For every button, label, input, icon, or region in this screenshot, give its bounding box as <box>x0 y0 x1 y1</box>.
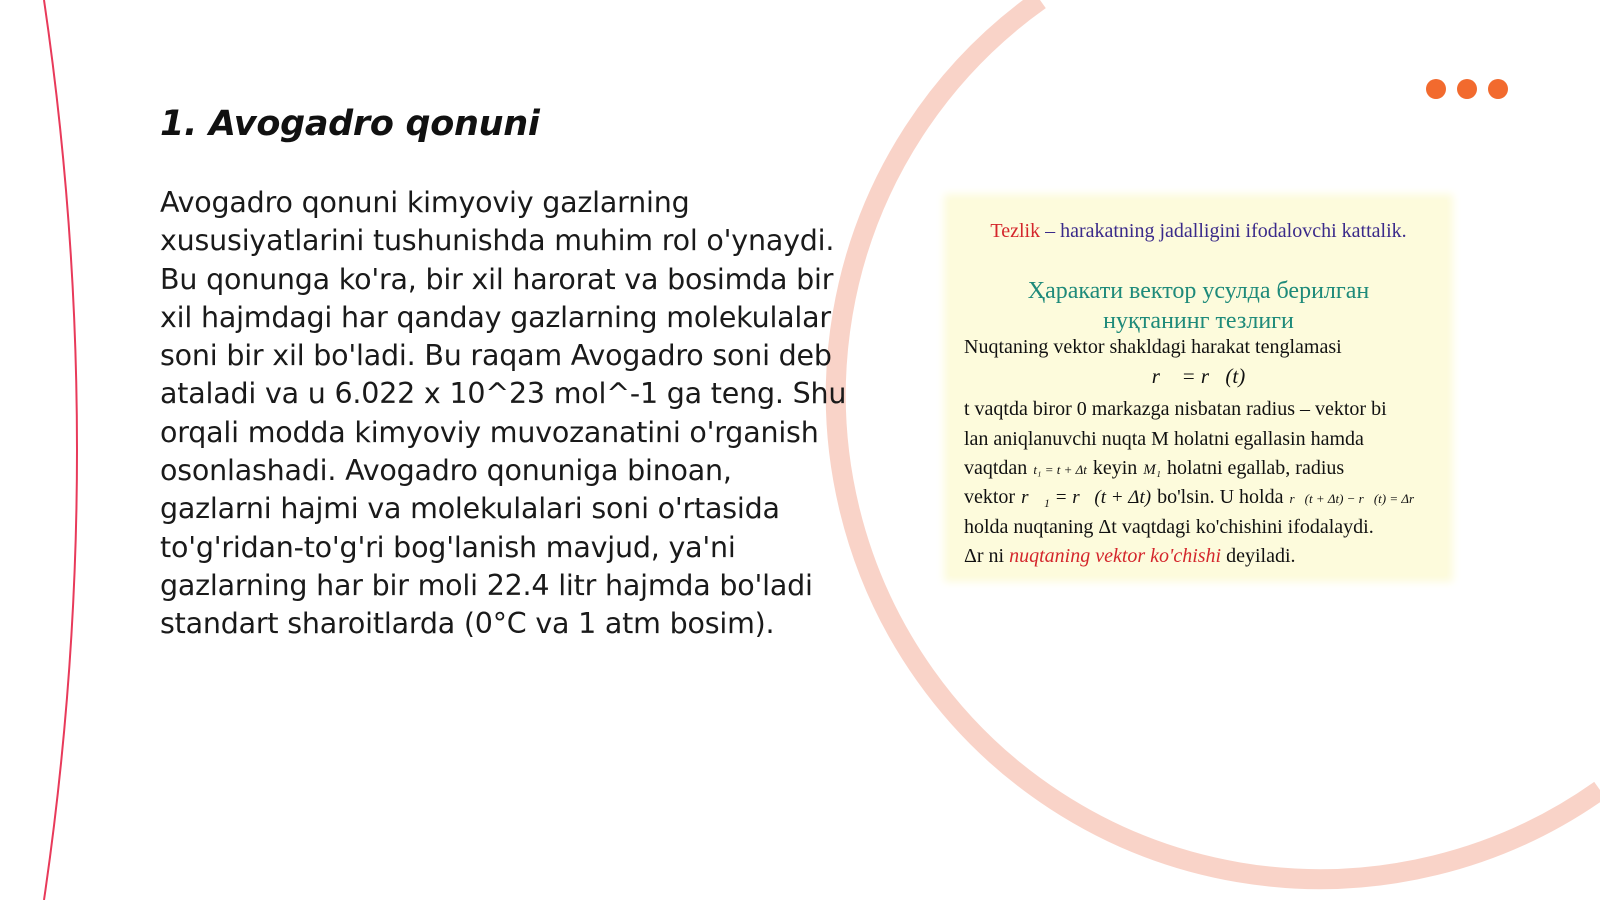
line7-text-b: deyiladi. <box>1221 545 1296 567</box>
line4-text-a: vaqtdan <box>964 457 1028 479</box>
line7-text-a: Δr ni <box>964 545 1010 567</box>
figure-heading: Ҳаракати вектор усулда берилган нуқтанинг тезлиги <box>1027 278 1370 334</box>
figure-line-6: holda nuqtaning Δt vaqtdagi ko'chishini ifodalaydi. <box>964 516 1374 538</box>
line4-formula-1: t₁ = t + Δt <box>1033 462 1087 477</box>
figure-line-3: lan aniqlanuvchi nuqta M holatni egallasin hamda <box>964 428 1364 450</box>
figure-formula: r⃗ = r⃗(t) <box>1151 364 1246 388</box>
slide-body-text: Avogadro qonuni kimyoviy gazlarning xususiyatlarini tushunishda muhim rol o'ynaydi. Bu qonunga ko'ra, bir xil harorat va bosimda bir xil hajmdagi har qanday gazlarning molekulalar soni bir xil bo'ladi. Bu raqam Avogadro soni deb ataladi va u 6.022 x 10^23 mol^-1 ga teng. Shu orqali modda kimyoviy muvozanatini o'rganish osonlashadi. Avogadro qonuniga binoan, gazlarni hajmi va molekulalari soni o'rtasida to'g'ridan-to'g'ri bog'lanish mavjud, ya'ni gazlarning har bir moli 22.4 litr hajmda bo'ladi standart sharoitlarda (0°C va 1 atm bosim). <box>160 186 847 641</box>
dot-icon <box>1426 79 1446 99</box>
line4-text-c: holatni egallab, radius <box>1167 457 1345 479</box>
definition-text: – harakatning jadalligini ifodalovchi kattalik. <box>1040 220 1407 242</box>
line5-formula-2: r⃗(t + Δt) − r⃗(t) = Δr⃗ <box>1289 491 1425 506</box>
definition-term: Tezlik <box>990 220 1041 242</box>
figure-line-5 <box>964 486 1424 509</box>
figure-definition <box>950 218 1447 244</box>
figure-line-7 <box>964 545 1296 568</box>
figure-line-1: Nuqtaning vektor shakldagi harakat tenglamasi <box>964 336 1342 358</box>
figure-line-2: t vaqtda biror 0 markazga nisbatan radius – vektor bi <box>964 398 1387 420</box>
figure-line-4 <box>964 457 1344 480</box>
dot-icon <box>1457 79 1477 99</box>
line5-text-a: vektor <box>964 486 1016 508</box>
line4-text-b: keyin <box>1092 457 1138 479</box>
menu-dots-icon <box>1426 79 1508 99</box>
velocity-figure <box>950 200 1447 576</box>
slide-title: 1. Avogadro qonuni <box>160 104 540 144</box>
decorative-edge-line <box>44 0 77 900</box>
line4-formula-2: M₁ <box>1143 462 1161 478</box>
dot-icon <box>1488 79 1508 99</box>
line5-text-b: bo'lsin. U holda <box>1157 486 1284 508</box>
line5-formula-1: r⃗₁ = r⃗(t + Δt) <box>1021 487 1152 508</box>
line7-term: nuqtaning vektor ko'chishi <box>1009 545 1222 567</box>
